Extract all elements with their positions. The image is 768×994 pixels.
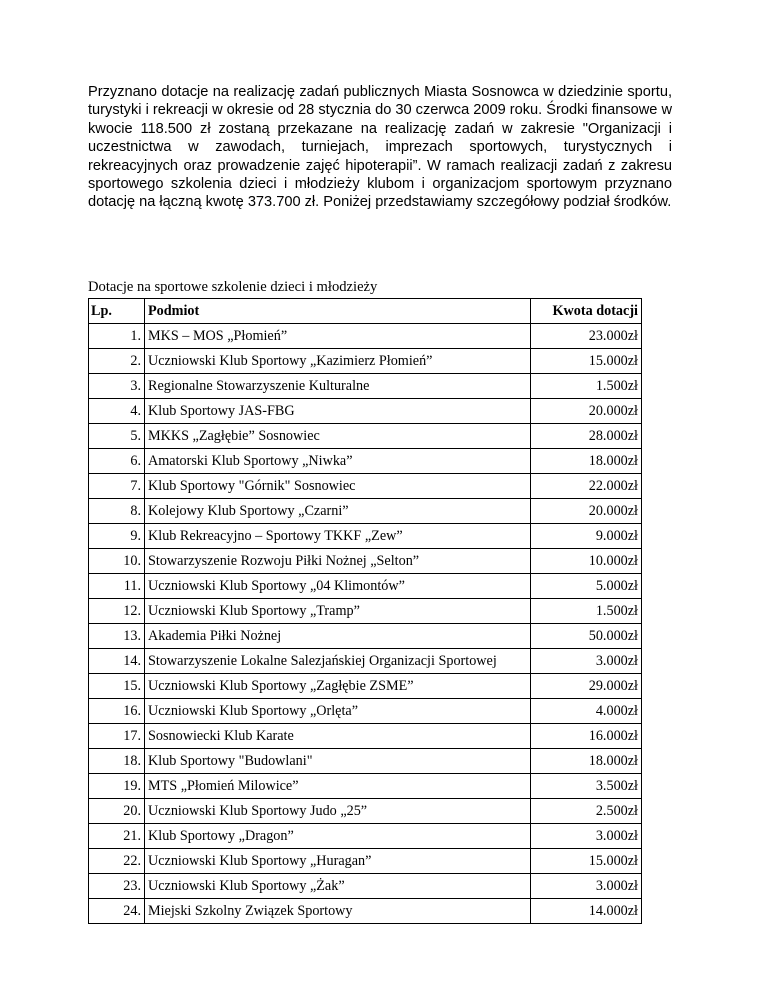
row-kwota: 50.000zł (531, 624, 642, 649)
table-row (89, 899, 642, 924)
row-podmiot: Klub Sportowy JAS-FBG (145, 399, 531, 424)
table-row (89, 599, 642, 624)
table-row (89, 624, 642, 649)
row-lp: 24. (89, 899, 145, 924)
row-kwota: 3.000zł (531, 874, 642, 899)
row-kwota: 3.000zł (531, 649, 642, 674)
row-podmiot: Uczniowski Klub Sportowy „Kazimierz Płomień” (145, 349, 531, 374)
table-row (89, 499, 642, 524)
table-row (89, 524, 642, 549)
row-lp: 15. (89, 674, 145, 699)
row-podmiot: MKS – MOS „Płomień” (145, 324, 531, 349)
table-row (89, 749, 642, 774)
row-podmiot: Miejski Szkolny Związek Sportowy (145, 899, 531, 924)
row-podmiot: Uczniowski Klub Sportowy „Huragan” (145, 849, 531, 874)
row-kwota: 3.500zł (531, 774, 642, 799)
intro-paragraph: Przyznano dotacje na realizację zadań publicznych Miasta Sosnowca w dziedzinie sportu, turystyki i rekreacji w okresie od 28 stycznia do 30 czerwca 2009 roku. Środki finansowe w kwocie 118.500 zł zostaną przekazane na realizację zadań w zakresie "Organizacji i uczestnictwa w zawodach, turniejach, imprezach sportowych, turystycznych i rekreacyjnych oraz prowadzenie zajęć hipoterapii”. W ramach realizacji zadań z zakresu sportowego szkolenia dzieci i młodzieży klubom i organizacjom sportowym przyznano dotację na łączną kwotę 373.700 zł. Poniżej przedstawiamy szczegółowy podział środków. (88, 84, 673, 211)
row-kwota: 22.000zł (531, 474, 642, 499)
table-row (89, 849, 642, 874)
row-kwota: 15.000zł (531, 349, 642, 374)
table-row (89, 724, 642, 749)
table-header-row (89, 299, 642, 324)
table-row (89, 424, 642, 449)
row-podmiot: MTS „Płomień Milowice” (145, 774, 531, 799)
row-podmiot: Akademia Piłki Nożnej (145, 624, 531, 649)
row-lp: 20. (89, 799, 145, 824)
row-lp: 2. (89, 349, 145, 374)
row-lp: 11. (89, 574, 145, 599)
header-kwota: Kwota dotacji (531, 299, 642, 324)
row-kwota: 28.000zł (531, 424, 642, 449)
table-row (89, 574, 642, 599)
row-lp: 5. (89, 424, 145, 449)
row-kwota: 20.000zł (531, 499, 642, 524)
row-lp: 22. (89, 849, 145, 874)
subsidy-table (88, 298, 642, 924)
row-lp: 14. (89, 649, 145, 674)
header-podmiot: Podmiot (145, 299, 531, 324)
row-kwota: 29.000zł (531, 674, 642, 699)
row-kwota: 5.000zł (531, 574, 642, 599)
row-lp: 18. (89, 749, 145, 774)
row-podmiot: Uczniowski Klub Sportowy Judo „25” (145, 799, 531, 824)
row-lp: 16. (89, 699, 145, 724)
table-body (89, 324, 642, 924)
row-lp: 21. (89, 824, 145, 849)
row-lp: 17. (89, 724, 145, 749)
row-podmiot: Klub Rekreacyjno – Sportowy TKKF „Zew” (145, 524, 531, 549)
row-lp: 1. (89, 324, 145, 349)
row-kwota: 14.000zł (531, 899, 642, 924)
row-podmiot: Stowarzyszenie Lokalne Salezjańskiej Organizacji Sportowej (145, 649, 531, 674)
row-kwota: 15.000zł (531, 849, 642, 874)
row-kwota: 18.000zł (531, 749, 642, 774)
row-lp: 10. (89, 549, 145, 574)
row-kwota: 18.000zł (531, 449, 642, 474)
table-row (89, 699, 642, 724)
row-kwota: 9.000zł (531, 524, 642, 549)
row-lp: 13. (89, 624, 145, 649)
row-podmiot: Uczniowski Klub Sportowy „04 Klimontów” (145, 574, 531, 599)
row-podmiot: Uczniowski Klub Sportowy „Orlęta” (145, 699, 531, 724)
row-lp: 23. (89, 874, 145, 899)
row-kwota: 23.000zł (531, 324, 642, 349)
table-caption: Dotacje na sportowe szkolenie dzieci i młodzieży (88, 279, 378, 295)
row-podmiot: Kolejowy Klub Sportowy „Czarni” (145, 499, 531, 524)
table-row (89, 324, 642, 349)
row-kwota: 10.000zł (531, 549, 642, 574)
table-row (89, 374, 642, 399)
row-podmiot: Uczniowski Klub Sportowy „Zagłębie ZSME” (145, 674, 531, 699)
row-podmiot: MKKS „Zagłębie” Sosnowiec (145, 424, 531, 449)
table-row (89, 399, 642, 424)
table-row (89, 674, 642, 699)
row-lp: 7. (89, 474, 145, 499)
table-row (89, 649, 642, 674)
row-podmiot: Klub Sportowy „Dragon” (145, 824, 531, 849)
row-lp: 4. (89, 399, 145, 424)
row-kwota: 3.000zł (531, 824, 642, 849)
row-podmiot: Klub Sportowy "Budowlani" (145, 749, 531, 774)
row-kwota: 4.000zł (531, 699, 642, 724)
table-row (89, 474, 642, 499)
row-podmiot: Uczniowski Klub Sportowy „Żak” (145, 874, 531, 899)
row-lp: 9. (89, 524, 145, 549)
row-lp: 6. (89, 449, 145, 474)
row-kwota: 1.500zł (531, 374, 642, 399)
row-lp: 19. (89, 774, 145, 799)
table-row (89, 349, 642, 374)
row-podmiot: Uczniowski Klub Sportowy „Tramp” (145, 599, 531, 624)
row-podmiot: Klub Sportowy "Górnik" Sosnowiec (145, 474, 531, 499)
table-row (89, 774, 642, 799)
table-row (89, 799, 642, 824)
row-podmiot: Stowarzyszenie Rozwoju Piłki Nożnej „Selton” (145, 549, 531, 574)
header-lp: Lp. (89, 299, 145, 324)
row-kwota: 1.500zł (531, 599, 642, 624)
table-row (89, 549, 642, 574)
table-row (89, 449, 642, 474)
row-lp: 12. (89, 599, 145, 624)
row-kwota: 2.500zł (531, 799, 642, 824)
table-row (89, 824, 642, 849)
row-kwota: 16.000zł (531, 724, 642, 749)
table-row (89, 874, 642, 899)
row-podmiot: Sosnowiecki Klub Karate (145, 724, 531, 749)
row-podmiot: Regionalne Stowarzyszenie Kulturalne (145, 374, 531, 399)
row-podmiot: Amatorski Klub Sportowy „Niwka” (145, 449, 531, 474)
row-lp: 3. (89, 374, 145, 399)
row-kwota: 20.000zł (531, 399, 642, 424)
row-lp: 8. (89, 499, 145, 524)
